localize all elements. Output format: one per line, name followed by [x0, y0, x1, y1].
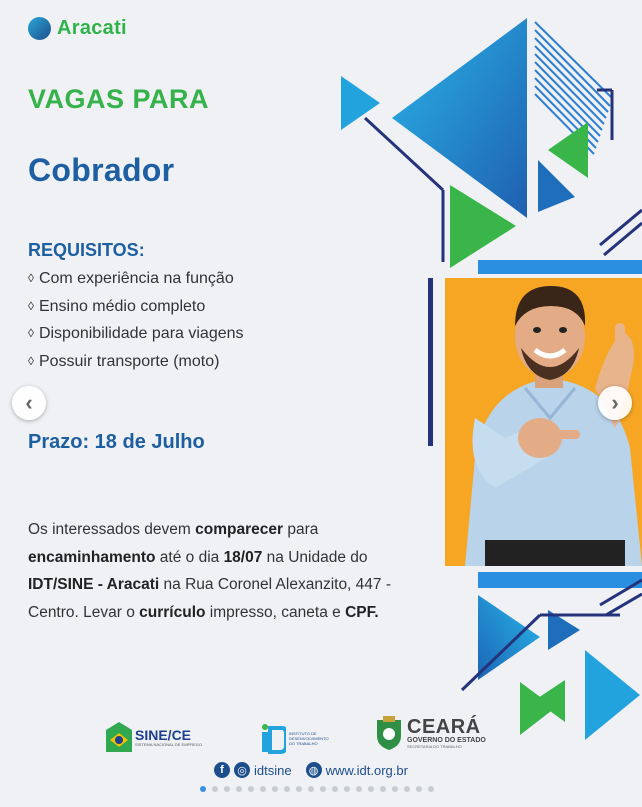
- carousel-dot[interactable]: [416, 786, 422, 792]
- carousel-dot[interactable]: [200, 786, 206, 792]
- ceara-logo: CEARÁ GOVERNO DO ESTADO SECRETARIA DO TRABALHO: [375, 716, 486, 750]
- idt-logo: INSTITUTO DE DESENVOLVIMENTO DO TRABALHO: [260, 722, 331, 754]
- heading-vacancies: VAGAS PARA: [28, 84, 210, 114]
- bullet-icon: ◊: [28, 353, 34, 368]
- carousel-next-button[interactable]: [598, 386, 632, 420]
- carousel-dot[interactable]: [212, 786, 218, 792]
- carousel-dot[interactable]: [308, 786, 314, 792]
- carousel-dot[interactable]: [272, 786, 278, 792]
- carousel-dot[interactable]: [392, 786, 398, 792]
- requirement-item: ◊ Com experiência na função: [28, 270, 234, 288]
- facebook-icon[interactable]: f: [214, 762, 230, 778]
- carousel-dot[interactable]: [248, 786, 254, 792]
- bullet-icon: ◊: [28, 326, 34, 341]
- globe-icon: ◍: [306, 762, 322, 778]
- carousel-dot[interactable]: [404, 786, 410, 792]
- carousel-indicators: [200, 786, 434, 792]
- requirement-item: ◊ Disponibilidade para viagens: [28, 325, 244, 343]
- job-title: Cobrador: [28, 152, 175, 188]
- requirement-item: ◊ Possuir transporte (moto): [28, 352, 220, 370]
- location-badge: [28, 17, 127, 40]
- website-link[interactable]: www.idt.org.br: [325, 762, 408, 778]
- idt-mark-icon: [260, 722, 286, 754]
- carousel-dot[interactable]: [260, 786, 266, 792]
- carousel-dot[interactable]: [344, 786, 350, 792]
- carousel-dot[interactable]: [380, 786, 386, 792]
- carousel-dot[interactable]: [284, 786, 290, 792]
- social-handle[interactable]: idtsine: [254, 762, 292, 778]
- requirements-title: REQUISITOS:: [28, 240, 145, 260]
- requirements-list: [28, 265, 244, 375]
- chevron-right-icon: ›: [611, 390, 619, 415]
- location-label: Aracati: [57, 17, 127, 39]
- carousel-prev-button[interactable]: [12, 386, 46, 420]
- person-illustration: [445, 278, 642, 566]
- bullet-icon: ◊: [28, 298, 34, 313]
- person-photo: [445, 278, 642, 566]
- deadline-label: Prazo: 18 de Julho: [28, 431, 205, 453]
- carousel-dot[interactable]: [368, 786, 374, 792]
- instagram-icon[interactable]: ◎: [234, 762, 250, 778]
- requirement-item: ◊ Ensino médio completo: [28, 297, 206, 315]
- bullet-icon: ◊: [28, 271, 34, 286]
- carousel-dot[interactable]: [296, 786, 302, 792]
- carousel-dot[interactable]: [356, 786, 362, 792]
- carousel-dot[interactable]: [236, 786, 242, 792]
- chevron-left-icon: ‹: [25, 390, 33, 415]
- carousel-dot[interactable]: [224, 786, 230, 792]
- location-icon: [28, 17, 51, 40]
- social-links: [214, 762, 408, 778]
- ceara-seal-icon: [375, 716, 403, 750]
- carousel-dot[interactable]: [332, 786, 338, 792]
- sine-logo: SINE/CE SISTEMA NACIONAL DE EMPREGO: [106, 722, 202, 752]
- instructions-paragraph: Os interessados devem comparecer para encaminhamento até o dia 18/07 na Unidade do IDT/SINE - Aracati na Rua Coronel Alexanzito, 447 - Centro. Levar o currículo impresso, caneta e CPF.: [28, 521, 391, 621]
- carousel-dot[interactable]: [428, 786, 434, 792]
- brazil-flag-icon: [106, 722, 132, 752]
- carousel-dot[interactable]: [320, 786, 326, 792]
